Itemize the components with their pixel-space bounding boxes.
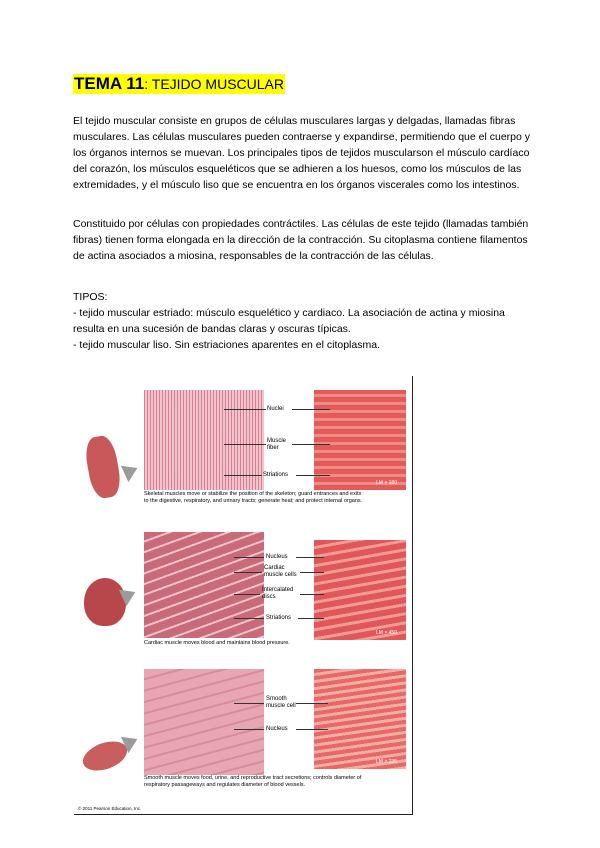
- leader-line: [234, 594, 260, 595]
- type-item-striated: - tejido muscular estriado: músculo esquelético y cardiaco. La asociación de actina y miosina resulta en una sucesión de bandas claras y oscuras típicas.: [73, 307, 505, 335]
- leader-line: [296, 729, 328, 730]
- title-number: TEMA 11: [74, 74, 145, 93]
- leader-line: [224, 444, 266, 445]
- types-heading: TIPOS:: [73, 291, 108, 303]
- smooth-panel: [74, 661, 412, 811]
- label-nucleus-smooth: Nucleus: [266, 726, 288, 732]
- magnification-label: LM × 450: [376, 630, 397, 636]
- label-smooth-cell: Smooth muscle cell: [266, 696, 296, 709]
- leader-line: [296, 703, 328, 704]
- leader-line: [292, 444, 330, 445]
- leader-line: [234, 703, 264, 704]
- leader-line: [300, 594, 324, 595]
- smooth-drawing: [144, 669, 264, 775]
- smooth-caption: Smooth muscle moves food, urine, and reproductive tract secretions; controls diameter of respiratory passageways and regulates diameter of blood vessels.: [144, 775, 362, 788]
- label-muscle-fiber: Muscle fiber: [267, 438, 287, 451]
- label-cardiac-cells: Cardiac muscle cells: [264, 565, 297, 578]
- leader-line: [296, 557, 324, 558]
- heart-illustration: [84, 578, 126, 626]
- label-nucleus: Nucleus: [266, 554, 288, 560]
- type-item-smooth: - tejido muscular liso. Sin estriaciones aparentes en el citoplasma.: [73, 339, 380, 351]
- copyright: © 2011 Pearson Education, Inc.: [78, 806, 142, 811]
- intro-paragraph: El tejido muscular consiste en grupos de células musculares largas y delgadas, llamadas fibras musculares. Las células musculares pueden contraerse y expandirse, permitiendo que el cuerpo y los órganos internos se muevan. Los principales tipos de tejidos muscularson el músculo cardíaco del corazón, los músculos esqueléticos que se adhieren a los huesos, como los músculos de las extremidades, y el músculo liso que se encuentra en los órganos viscerales como los intestinos.: [73, 115, 530, 191]
- label-striations-cardiac: Striations: [266, 615, 292, 621]
- skeletal-caption: Skeletal muscles move or stabilize the position of the skeleton; guard entrances and exits to the digestive, respiratory, and urinary tracts; generate heat; and protect internal organs.: [144, 491, 363, 504]
- leader-line: [234, 557, 264, 558]
- page-title: [73, 74, 285, 94]
- skeletal-panel: [74, 376, 412, 516]
- label-intercalated-discs: Intercalated discs: [262, 587, 294, 600]
- arrow-icon: [121, 460, 141, 482]
- magnification-label: LM × 235: [376, 759, 397, 765]
- smooth-micrograph: [314, 669, 406, 769]
- cardiac-micrograph: [314, 540, 406, 640]
- leader-line: [296, 475, 330, 476]
- types-section: [73, 289, 533, 353]
- leader-line: [234, 729, 264, 730]
- arm-muscle-illustration: [83, 434, 123, 500]
- leader-line: [298, 618, 324, 619]
- definition-paragraph: Constituido por células con propiedades contráctiles. Las células de este tejido (llamadas también fibras) tienen forma elongada en la dirección de la contracción. Su citoplasma contiene filamentos de actina asociados a miosina, responsables de la contracción de las células.: [73, 218, 529, 262]
- leader-line: [224, 475, 262, 476]
- leader-line: [224, 409, 266, 410]
- muscle-figure: [74, 376, 413, 815]
- leader-line: [292, 409, 330, 410]
- label-nuclei: Nuclei: [267, 406, 284, 412]
- label-striations: Striations: [263, 472, 289, 478]
- leader-line: [234, 618, 264, 619]
- leader-line: [300, 572, 324, 573]
- cardiac-panel: [74, 526, 412, 661]
- magnification-label: LM × 180: [376, 480, 397, 486]
- leader-line: [234, 572, 262, 573]
- cardiac-drawing: [144, 532, 264, 638]
- cardiac-caption: Cardiac muscle moves blood and maintains blood pressure.: [144, 640, 290, 646]
- title-text: : TEJIDO MUSCULAR: [144, 76, 284, 92]
